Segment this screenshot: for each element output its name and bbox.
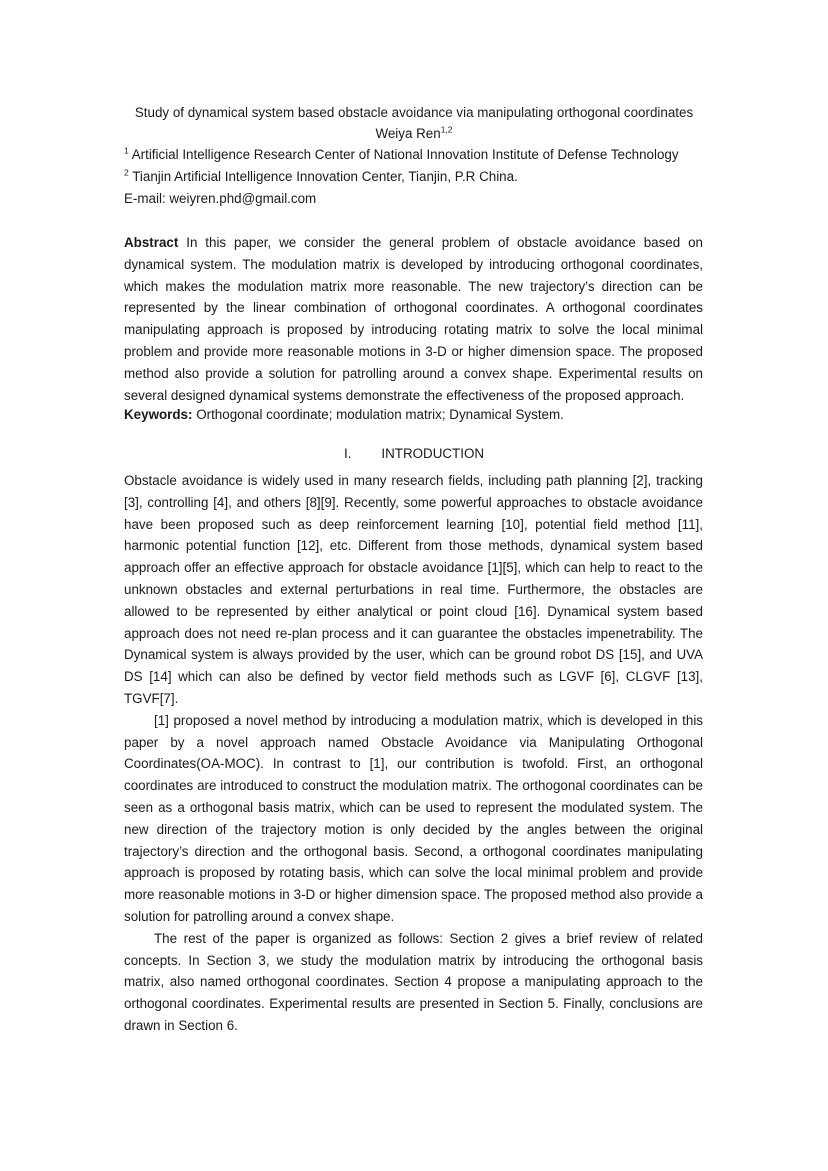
section-heading [124, 444, 704, 464]
affiliation-1-superscript: 1 [124, 145, 129, 156]
affiliation-1-text: Artificial Intelligence Research Center of National Innovation Institute of Defense Technology [131, 147, 679, 162]
abstract-label: Abstract [124, 235, 179, 250]
section-number: I. [343, 446, 352, 461]
affiliation-2 [124, 167, 518, 187]
keywords-text: Orthogonal coordinate; modulation matrix; Dynamical System. [196, 407, 564, 422]
author-superscript: 1,2 [440, 124, 453, 135]
author-name: Weiya Ren [375, 126, 441, 141]
paragraph: The rest of the paper is organized as follows: Section 2 gives a brief review of related concepts. In Section 3, we study the modulation matrix by introducing the orthogonal basis matrix, also named orthogonal coordinates. Section 4 propose a manipulating approach to the orthogonal coordinates. Experimental results are presented in Section 5. Finally, conclusions are drawn in Section 6. [124, 930, 703, 1033]
abstract-text: In this paper, we consider the general problem of obstacle avoidance based on dynamical system. The modulation matrix is developed by introducing orthogonal coordinates, which makes the modulation matrix more reasonable. The new trajectory’s direction can be represented by the linear combination of orthogonal coordinates. A orthogonal coordinates manipulating approach is proposed by introducing rotating matrix to solve the local minimal problem and provide more reasonable motions in 3-D or higher dimension space. The proposed method also provide a solution for patrolling around a convex shape. Experimental results on several designed dynamical systems demonstrate the effectiveness of the proposed approach. [124, 235, 703, 403]
paper-title: Study of dynamical system based obstacle avoidance via manipulating orthogonal coordinates [134, 105, 694, 120]
section-title: INTRODUCTION [381, 446, 485, 461]
affiliation-2-text: Tianjin Artificial Intelligence Innovation Center, Tianjin, P.R China. [132, 169, 518, 184]
paragraph: Obstacle avoidance is widely used in many research fields, including path planning [2], tracking [3], controlling [4], and others [8][9]. Recently, some powerful approaches to obstacle avoidance have been proposed such as deep reinforcement learning [10], potential field method [11], harmonic potential function [12], etc. Different from those methods, dynamical system based approach offer an effective approach for obstacle avoidance [1][5], which can help to react to the unknown obstacles and external perturbations in real time. Furthermore, the obstacles are allowed to be represented by either analytical or point cloud [16]. Dynamical system based approach does not need re-plan process and it can guarantee the obstacles impenetrability. The Dynamical system is always provided by the user, which can be ground robot DS [15], and UVA DS [14] which can also be defined by vector field methods such as LGVF [6], CLGVF [13], TGVF[7]. [124, 473, 703, 706]
abstract [124, 232, 703, 406]
author-line [124, 124, 704, 144]
affiliation-1 [124, 145, 679, 165]
keywords [124, 405, 564, 425]
author-email: E-mail: weiyren.phd@gmail.com [124, 191, 317, 206]
paragraph: [1] proposed a novel method by introducing a modulation matrix, which is developed in this paper by a novel approach named Obstacle Avoidance via Manipulating Orthogonal Coordinates(OA-MOC). In contrast to [1], our contribution is twofold. First, an orthogonal coordinates are introduced to construct the modulation matrix. The orthogonal coordinates can be seen as a orthogonal basis matrix, which can be used to represent the modulated system. The new direction of the trajectory motion is only decided by the angles between the original trajectory’s direction and the orthogonal basis. Second, a orthogonal coordinates manipulating approach is proposed by rotating basis, which can solve the local minimal problem and provide more reasonable motions in 3-D or higher dimension space. The proposed method also provide a solution for patrolling around a convex shape. [124, 712, 703, 924]
affiliation-2-superscript: 2 [124, 167, 129, 178]
introduction-body [124, 470, 703, 1037]
keywords-label: Keywords: [124, 407, 193, 422]
